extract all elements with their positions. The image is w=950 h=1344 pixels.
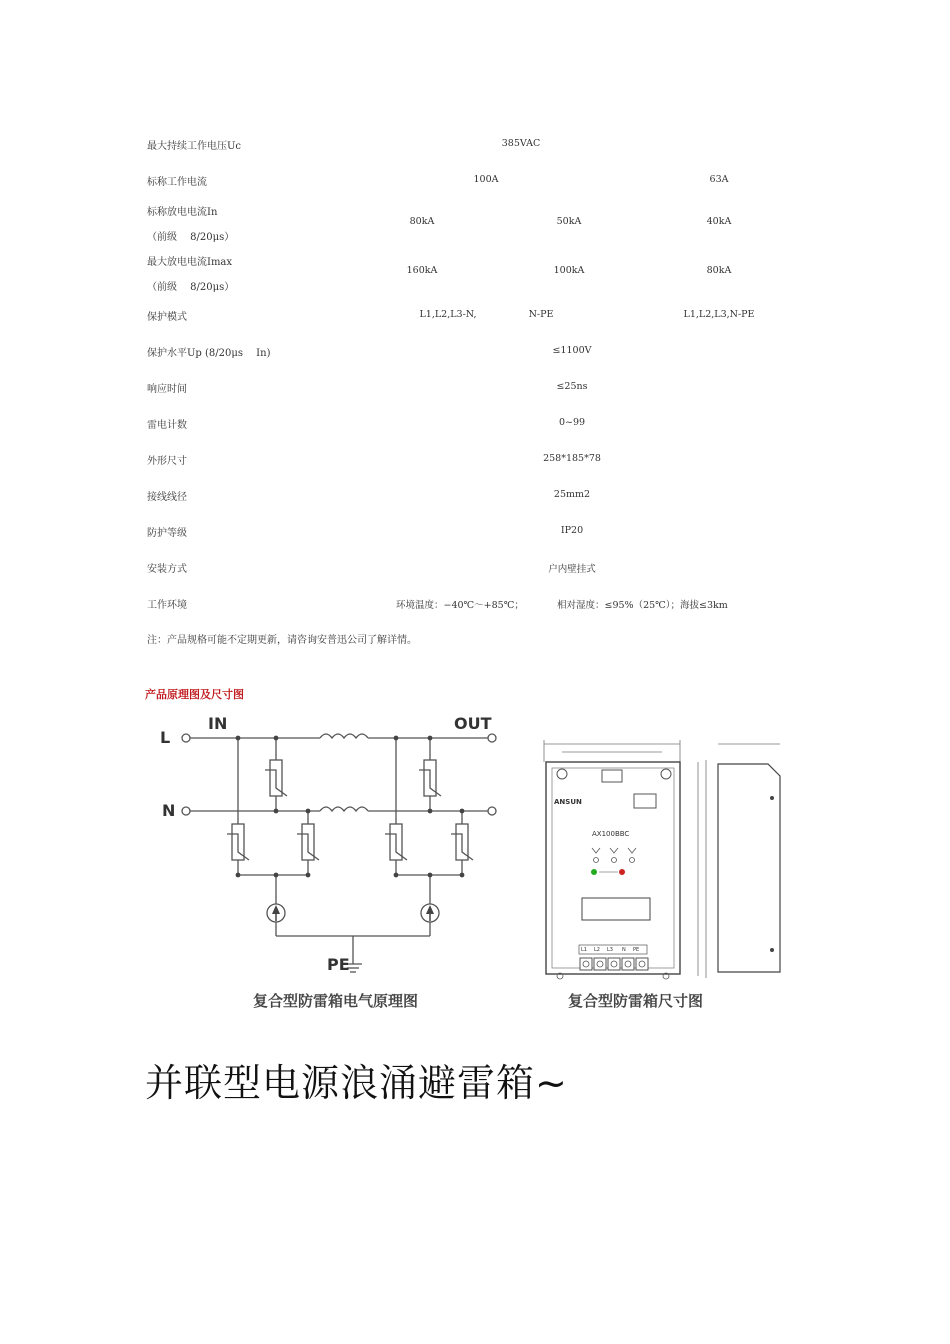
spec-value: 160kA	[406, 265, 438, 276]
spec-label: 保护水平Up (8/20μs In)	[147, 348, 271, 359]
spec-sublabel: （前级 8/20μs）	[147, 232, 235, 243]
spec-label: 最大持续工作电压Uc	[147, 141, 242, 152]
spec-value: 相对湿度：≤95%（25℃）；海拔≤3km	[557, 600, 728, 611]
spec-value: 25mm2	[553, 489, 591, 500]
spec-value: 100kA	[553, 265, 585, 276]
spec-label: 标称放电电流In	[147, 207, 218, 218]
spec-value: 80kA	[706, 265, 732, 276]
terminal-L1: L1	[581, 947, 587, 953]
spec-value: 户内壁挂式	[548, 564, 596, 575]
spec-value: 385VAC	[501, 138, 541, 149]
spec-label: 接线线径	[147, 492, 187, 503]
spec-value: 258*185*78	[543, 453, 601, 464]
brand-logo-text: ANSUN	[554, 798, 582, 806]
spec-value: IP20	[560, 525, 584, 536]
spec-value: N-PE	[528, 309, 554, 320]
label-N: N	[162, 801, 176, 820]
label-OUT: OUT	[454, 714, 492, 733]
terminal-L3: L3	[607, 947, 613, 953]
terminal-L2: L2	[594, 947, 600, 953]
spec-label: 标称工作电流	[147, 177, 207, 188]
spec-label: 响应时间	[147, 384, 187, 395]
spec-label: 保护模式	[147, 312, 187, 323]
spec-label: 工作环境	[147, 600, 187, 611]
spec-label: 最大放电电流Imax	[147, 257, 233, 268]
spec-note: 注：产品规格可能不定期更新，请咨询安普迅公司了解详情。	[147, 635, 417, 646]
schematic-caption: 复合型防雷箱电气原理图	[253, 992, 419, 1010]
model-text: AX100BBC	[592, 830, 630, 838]
spec-value: 环境温度：−40℃～+85℃；	[396, 600, 524, 611]
spec-label: 外形尺寸	[147, 456, 187, 467]
label-L: L	[160, 728, 171, 747]
spec-table	[0, 0, 950, 660]
spec-value: ≤1100V	[552, 345, 592, 356]
terminal-PE: PE	[633, 947, 640, 953]
label-IN: IN	[208, 714, 228, 733]
spec-sublabel: （前级 8/20μs）	[147, 282, 235, 293]
spec-value: 63A	[709, 174, 729, 185]
spec-value: ≤25ns	[556, 381, 588, 392]
dimension-caption: 复合型防雷箱尺寸图	[568, 992, 704, 1010]
spec-value: 50kA	[556, 216, 582, 227]
spec-value: 80kA	[409, 216, 435, 227]
spec-label: 安装方式	[147, 564, 187, 575]
schematic-diagram	[150, 708, 520, 978]
spec-label: 防护等级	[147, 528, 187, 539]
spec-value: L1,L2,L3-N,	[419, 309, 477, 320]
terminal-N: N	[622, 947, 626, 953]
page-heading: 并联型电源浪涌避雷箱~	[145, 1061, 568, 1105]
spec-label: 雷电计数	[147, 420, 187, 431]
label-PE: PE	[327, 955, 350, 974]
section-title: 产品原理图及尺寸图	[145, 688, 244, 701]
spec-value: 0~99	[558, 417, 586, 428]
spec-value: 100A	[473, 174, 499, 185]
spec-value: 40kA	[706, 216, 732, 227]
spec-value: L1,L2,L3,N-PE	[683, 309, 755, 320]
dimension-drawing	[536, 732, 788, 988]
